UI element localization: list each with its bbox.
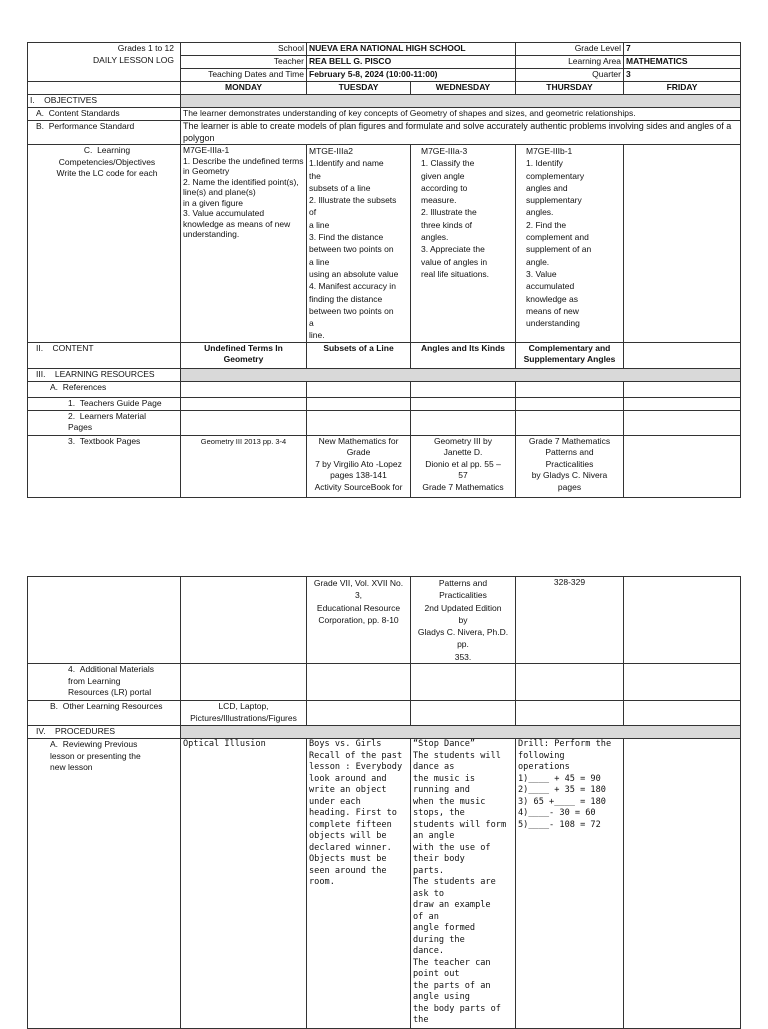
lesson-log-table-bottom [27, 576, 741, 1029]
content-friday [624, 342, 741, 368]
references-monday [181, 381, 307, 397]
am-tuesday [307, 664, 411, 701]
references-tuesday [307, 381, 411, 397]
lm-wednesday [411, 410, 516, 435]
grades-text: Grades 1 to 12 [117, 43, 174, 53]
am-wednesday [411, 664, 516, 701]
learning-resources-bar [181, 368, 741, 381]
references-thursday [516, 381, 624, 397]
dates-label: Teaching Dates and Time [181, 69, 307, 82]
textbook-wednesday: Geometry III by Janette D. Dionio et al pp. 55 – 57 Grade 7 Mathematics [411, 435, 516, 497]
lm-tuesday [307, 410, 411, 435]
content-wednesday: Angles and Its Kinds [411, 342, 516, 368]
competency-tuesday: MTGE-IIIa2 1.Identify and name the subsets of a line 2. Illustrate the subsets of a line 3. Find the distance between two points on a line using an absolute value 4. Manifest accuracy in finding the distance between two points on a line. [307, 145, 411, 343]
procedures-bar [181, 726, 741, 739]
or-wednesday [411, 701, 516, 726]
competencies-label: C. Learning Competencies/Objectives Write the LC code for each [28, 145, 181, 343]
learning-area-value: MATHEMATICS [624, 56, 741, 69]
grade-level-label: Grade Level [516, 43, 624, 56]
textbook-thursday: Grade 7 Mathematics Patterns and Practicalities by Gladys C. Nivera pages [516, 435, 624, 497]
textbook-friday [624, 435, 741, 497]
teacher-label: Teacher [181, 56, 307, 69]
other-resources-monday: LCD, Laptop, Pictures/Illustrations/Figures [181, 701, 307, 726]
references-wednesday [411, 381, 516, 397]
textbook-monday: Geometry III 2013 pp. 3-4 [181, 435, 307, 497]
other-resources-label: B. Other Learning Resources [28, 701, 181, 726]
grades-label [28, 43, 181, 82]
tg-friday [624, 397, 741, 410]
day-tuesday: TUESDAY [307, 82, 411, 95]
content-standards-text: The learner demonstrates understanding of key concepts of Geometry of shapes and sizes, and geometric relationships. [181, 108, 741, 121]
cont-friday [624, 577, 741, 664]
am-thursday [516, 664, 624, 701]
learning-resources-heading: III. LEARNING RESOURCES [28, 368, 181, 381]
teachers-guide-label: 1. Teachers Guide Page [28, 397, 181, 410]
references-friday [624, 381, 741, 397]
textbook-label: 3. Textbook Pages [28, 435, 181, 497]
content-standards-label: A. Content Standards [28, 108, 181, 121]
tg-thursday [516, 397, 624, 410]
day-friday: FRIDAY [624, 82, 741, 95]
day-monday: MONDAY [181, 82, 307, 95]
tg-wednesday [411, 397, 516, 410]
grade-level-value: 7 [624, 43, 741, 56]
quarter-value: 3 [624, 69, 741, 82]
content-thursday: Complementary and Supplementary Angles [516, 342, 624, 368]
competency-thursday: M7GE-IIIb-1 1. Identify complementary angles and supplementary angles. 2. Find the complement and supplement of an angle. 3. Value accumulated knowledge as means of new understanding [516, 145, 624, 343]
reviewing-wednesday: “Stop Dance” The students will dance as the music is running and when the music stops, the students will form an angle with the use of their body parts. The students are ask to draw an example of an angle formed during the dance. The teacher can point out the parts of an angle using the body parts of the [411, 739, 516, 1029]
objectives-heading: I. OBJECTIVES [28, 95, 181, 108]
competency-wednesday: M7GE-IIIa-3 1. Classify the given angle according to measure. 2. Illustrate the three kinds of angles. 3. Appreciate the value of angles in real life situations. [411, 145, 516, 343]
lesson-log-table-top [27, 42, 741, 498]
dates-value: February 5-8, 2024 (10:00-11:00) [307, 69, 516, 82]
tg-monday [181, 397, 307, 410]
day-wednesday: WEDNESDAY [411, 82, 516, 95]
competency-friday [624, 145, 741, 343]
am-friday [624, 664, 741, 701]
cont-monday [181, 577, 307, 664]
performance-standard-text: The learner is able to create models of plan figures and formulate and solve accurately authentic problems involving sides and angles of a polygon [181, 121, 741, 145]
school-label: School [181, 43, 307, 56]
references-label: A. References [28, 381, 181, 397]
lm-thursday [516, 410, 624, 435]
log-title: DAILY LESSON LOG [93, 54, 174, 65]
reviewing-monday: Optical Illusion [181, 739, 307, 1029]
textbook-cont-tuesday: Grade VII, Vol. XVII No. 3, Educational Resource Corporation, pp. 8-10 [307, 577, 411, 664]
learners-material-label: 2. Learners Material Pages [28, 410, 181, 435]
procedures-heading: IV. PROCEDURES [28, 726, 181, 739]
content-tuesday: Subsets of a Line [307, 342, 411, 368]
textbook-cont-wednesday: Patterns and Practicalities 2nd Updated Edition by Gladys C. Nivera, Ph.D. pp. 353. [411, 577, 516, 664]
or-thursday [516, 701, 624, 726]
reviewing-tuesday: Boys vs. Girls Recall of the past lesson : Everybody look around and write an object under each heading. First to complete fifteen objects will be declared winner. Objects must be seen around the room. [307, 739, 411, 1029]
learning-area-label: Learning Area [516, 56, 624, 69]
textbook-tuesday: New Mathematics for Grade 7 by Virgilio Ato -Lopez pages 138-141 Activity SourceBook for [307, 435, 411, 497]
competency-monday: M7GE-IIIa-1 1. Describe the undefined terms in Geometry 2. Name the identified point(s), line(s) and plane(s) in a given figure 3. Value accumulated knowledge as means of new understanding. [181, 145, 307, 343]
am-monday [181, 664, 307, 701]
lm-monday [181, 410, 307, 435]
teacher-value: REA BELL G. PISCO [307, 56, 516, 69]
content-heading: II. CONTENT [28, 342, 181, 368]
or-friday [624, 701, 741, 726]
content-monday: Undefined Terms In Geometry [181, 342, 307, 368]
quarter-label: Quarter [516, 69, 624, 82]
cont-label [28, 577, 181, 664]
reviewing-friday [624, 739, 741, 1029]
textbook-cont-thursday: 328-329 [516, 577, 624, 664]
day-header-blank [28, 82, 181, 95]
additional-materials-label: 4. Additional Materials from Learning Resources (LR) portal [28, 664, 181, 701]
tg-tuesday [307, 397, 411, 410]
objectives-bar [181, 95, 741, 108]
reviewing-label: A. Reviewing Previous lesson or presenting the new lesson [28, 739, 181, 1029]
day-thursday: THURSDAY [516, 82, 624, 95]
lm-friday [624, 410, 741, 435]
school-value: NUEVA ERA NATIONAL HIGH SCHOOL [307, 43, 516, 56]
or-tuesday [307, 701, 411, 726]
reviewing-thursday: Drill: Perform the following operations 1)____ + 45 = 90 2)____ + 35 = 180 3) 65 +____ = 180 4)____- 30 = 60 5)____- 108 = 72 [516, 739, 624, 1029]
performance-standard-label: B. Performance Standard [28, 121, 181, 145]
